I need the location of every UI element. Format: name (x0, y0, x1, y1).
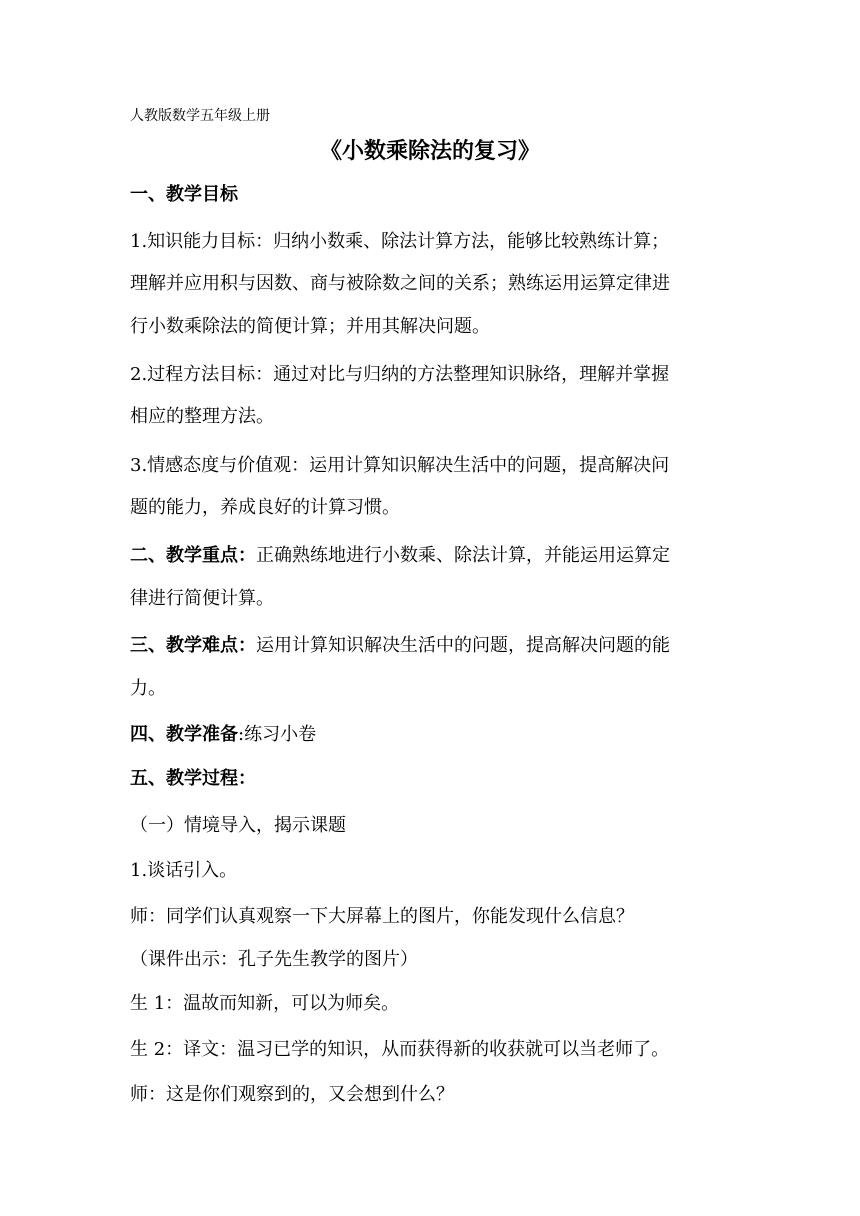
student1-line: 生 1：温故而知新，可以为师矣。 (130, 993, 400, 1014)
key-points-label: 二、教学重点： (130, 545, 256, 566)
difficulty-line2: 力。 (130, 678, 166, 699)
key-points-line2: 律进行简便计算。 (130, 588, 274, 609)
difficulty-line1 (130, 632, 670, 660)
student2-line: 生 2：译文：温习已学的知识，从而获得新的收获就可以当老师了。 (130, 1039, 670, 1060)
key-points-line1 (130, 542, 670, 570)
goal3-line1: 3.情感态度与价值观：运用计算知识解决生活中的问题，提高解决问 (130, 455, 670, 476)
preparation-label: 四、教学准备 (130, 724, 238, 745)
section-heading-process: 五、教学过程： (130, 768, 256, 789)
goal2-line2: 相应的整理方法。 (130, 406, 274, 427)
goal2-line1: 2.过程方法目标：通过对比与归纳的方法整理知识脉络，理解并掌握 (130, 364, 670, 385)
goal1-line2: 理解并应用积与因数、商与被除数之间的关系；熟练运用运算定律进 (130, 273, 670, 294)
goal1-line1: 1.知识能力目标：归纳小数乘、除法计算方法，能够比较熟练计算； (130, 231, 670, 252)
subsection-heading-intro: （一）情境导入，揭示课题 (130, 815, 346, 836)
difficulty-label: 三、教学难点： (130, 635, 256, 656)
teacher-line2: 师：这是你们观察到的，又会想到什么？ (130, 1084, 454, 1105)
goal3-line2: 题的能力，养成良好的计算习惯。 (130, 497, 400, 518)
goal1-line3: 行小数乘除法的简便计算；并用其解决问题。 (130, 316, 490, 337)
header-note: 人教版数学五年级上册 (130, 108, 270, 124)
preparation-text: :练习小卷 (238, 724, 317, 745)
document-title: 《小数乘除法的复习》 (319, 138, 540, 164)
key-points-text: 正确熟练地进行小数乘、除法计算，并能运用运算定 (256, 545, 670, 566)
step1-line: 1.谈话引入。 (130, 860, 238, 881)
courseware-note: （课件出示：孔子先生教学的图片） (130, 949, 418, 970)
preparation-line (130, 721, 316, 749)
difficulty-text: 运用计算知识解决生活中的问题，提高解决问题的能 (256, 635, 670, 656)
teacher-line1: 师：同学们认真观察一下大屏幕上的图片，你能发现什么信息？ (130, 906, 634, 927)
section-heading-goals: 一、教学目标 (130, 184, 238, 205)
